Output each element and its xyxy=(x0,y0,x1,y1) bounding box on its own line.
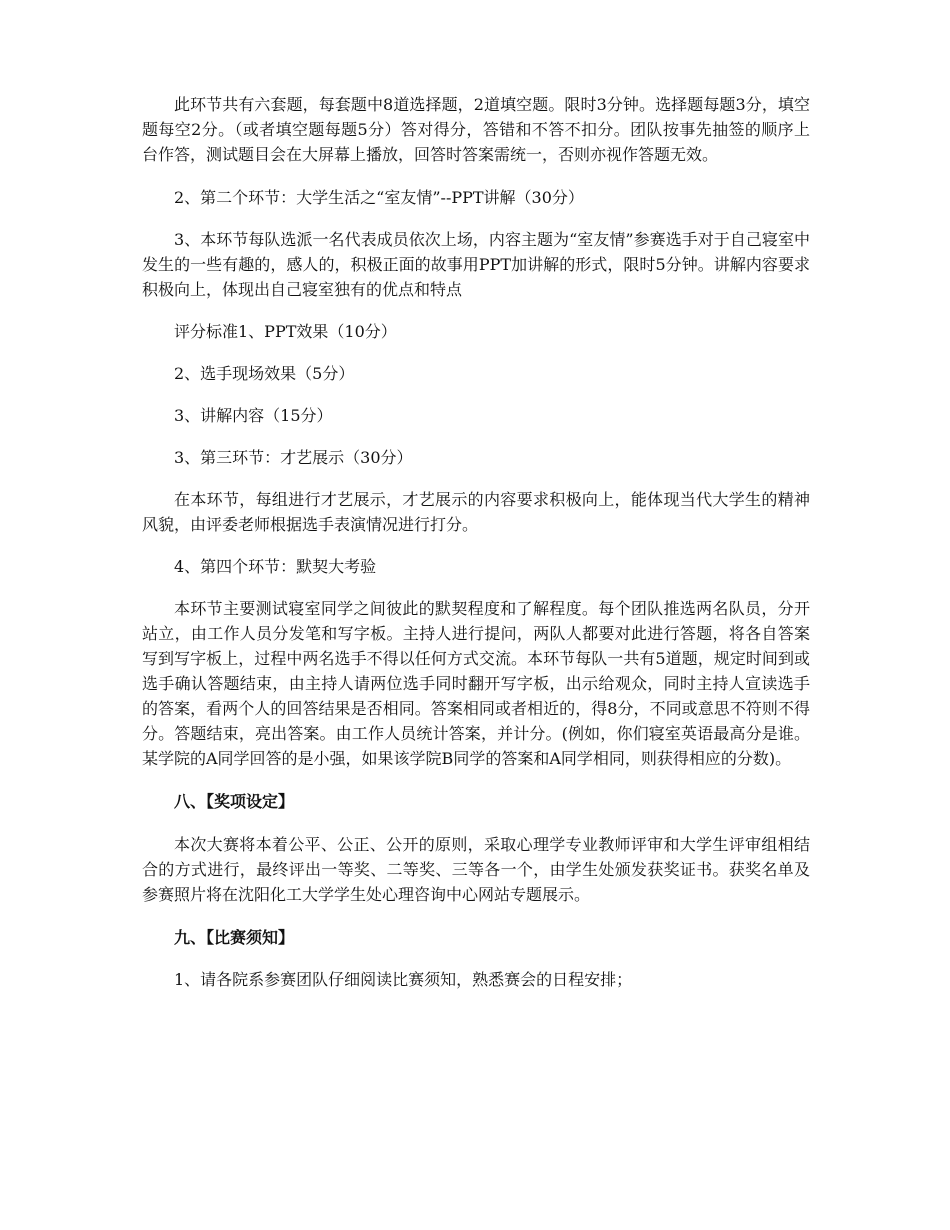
paragraph-round2-rules: 3、本环节每队选派一名代表成员依次上场，内容主题为“室友情”参赛选手对于自己寝室中发生的一些有趣的，感人的，积极正面的故事用PPT加讲解的形式，限时5分钟。讲解内容要求积极向上，体现出自己寝室独有的优点和特点 xyxy=(142,230,810,299)
section-heading-rules: 九、【比赛须知】 xyxy=(174,928,295,947)
paragraph-round3-title: 3、第三环节：才艺展示（30分） xyxy=(174,448,413,467)
paragraph-rules-1: 1、请各院系参赛团队仔细阅读比赛须知，熟悉赛会的日程安排； xyxy=(174,970,633,989)
section-heading-awards: 八、【奖项设定】 xyxy=(174,792,295,811)
spacer xyxy=(142,344,810,361)
paragraph-round4-rules: 本环节主要测试寝室同学之间彼此的默契程度和了解程度。每个团队推选两名队员，分开站立，由工作人员分发笔和写字板。主持人进行提问，两队人都要对此进行答题，将各自答案写到写字板上，过程中两名选手不得以任何方式交流。本环节每队一共有5道题，规定时间到或选手确认答题结束，由主持人请两位选手同时翻开写字板，出示给观众，同时主持人宣读选手的答案，看两个人的回答结果是否相同。答案相同或者相近的，得8分，不同或意思不符则不得分。答题结束，亮出答案。由工作人员统计答案，并计分。(例如，你们寝室英语最高分是谁。某学院的A同学回答的是小强，如果该学院B同学的答案和A同学相同，则获得相应的分数)。 xyxy=(142,599,810,768)
paragraph-round3-rules: 在本环节，每组进行才艺展示，才艺展示的内容要求积极向上，能体现当代大学生的精神风貌，由评委老师根据选手表演情况进行打分。 xyxy=(142,490,810,534)
paragraph-round4-title: 4、第四个环节：默契大考验 xyxy=(174,557,377,576)
spacer xyxy=(142,167,810,185)
spacer xyxy=(142,579,810,596)
spacer xyxy=(142,470,810,487)
paragraph-round2-title: 2、第二个环节：大学生活之“室友情”--PPT讲解（30分） xyxy=(174,188,584,207)
paragraph-scoring-ppt: 评分标准1、PPT效果（10分） xyxy=(174,322,397,341)
spacer xyxy=(142,907,810,925)
spacer xyxy=(142,771,810,789)
paragraph-awards: 本次大赛将本着公平、公正、公开的原则，采取心理学专业教师评审和大学生评审组相结合的方式进行，最终评出一等奖、二等奖、三等各一个，由学生处颁发获奖证书。获奖名单及参赛照片将在沈阳化工大学学生处心理咨询中心网站专题展示。 xyxy=(142,835,810,904)
spacer xyxy=(142,814,810,832)
paragraph-scoring-content: 3、讲解内容（15分） xyxy=(174,406,333,425)
spacer xyxy=(142,537,810,554)
spacer xyxy=(142,302,810,319)
paragraph-round1-rules: 此环节共有六套题，每套题中8道选择题，2道填空题。限时3分钟。选择题每题3分，填空题每空2分。（或者填空题每题5分）答对得分，答错和不答不扣分。团队按事先抽签的顺序上台作答，测试题目会在大屏幕上播放，回答时答案需统一，否则亦视作答题无效。 xyxy=(142,95,810,164)
document-page xyxy=(142,92,810,992)
spacer xyxy=(142,428,810,445)
spacer xyxy=(142,950,810,967)
paragraph-scoring-onsite: 2、选手现场效果（5分） xyxy=(174,364,355,383)
spacer xyxy=(142,386,810,403)
spacer xyxy=(142,210,810,227)
